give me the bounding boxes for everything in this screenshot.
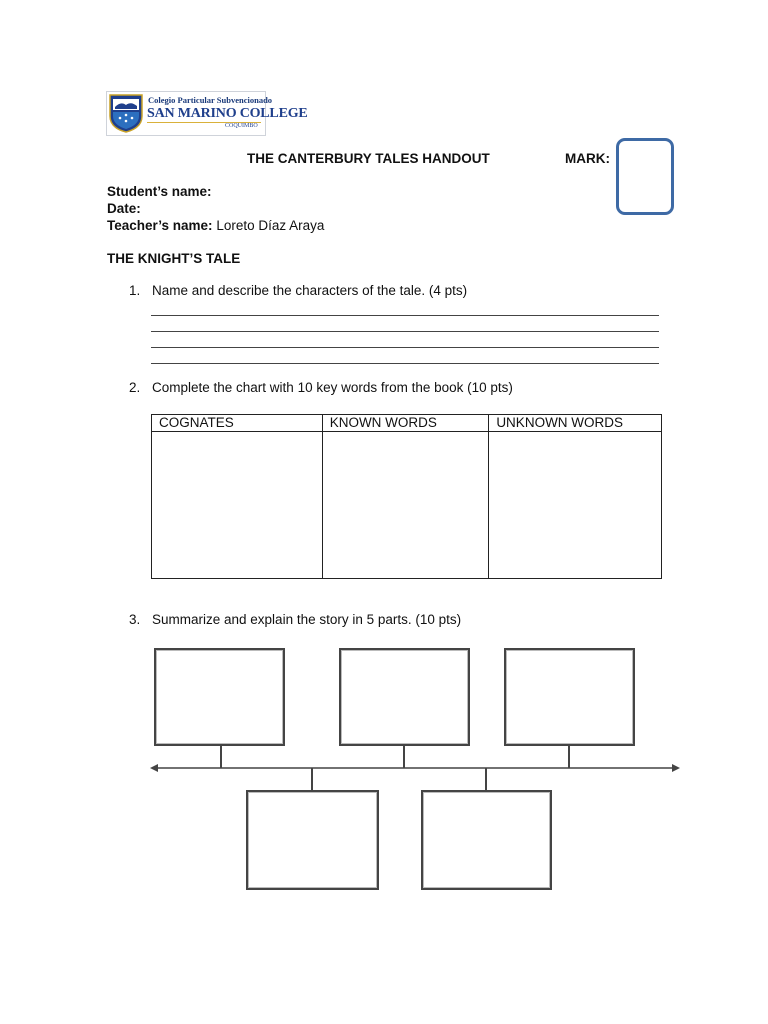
section-title: THE KNIGHT’S TALE — [107, 251, 241, 266]
key-words-chart — [151, 414, 662, 579]
question-1 — [129, 283, 629, 301]
story-part-2-box[interactable] — [339, 648, 470, 746]
question-text: Name and describe the characters of the tale. (4 pts) — [152, 283, 468, 298]
question-number: 2. — [129, 380, 141, 395]
answer-line[interactable] — [151, 363, 659, 364]
column-header-cognates: COGNATES — [152, 415, 323, 432]
chart-header-row — [152, 415, 662, 432]
answer-line[interactable] — [151, 331, 659, 332]
timeline-connector — [403, 746, 405, 768]
teacher-name-value: Loreto Díaz Araya — [212, 218, 325, 233]
timeline-axis — [150, 760, 680, 776]
school-logo — [106, 91, 308, 136]
question-3 — [129, 612, 629, 630]
teacher-name-label: Teacher’s name: — [107, 218, 213, 233]
question-text: Complete the chart with 10 key words from the book (10 pts) — [152, 380, 513, 395]
cognates-cell[interactable] — [152, 432, 323, 579]
story-part-1-box[interactable] — [154, 648, 285, 746]
timeline-connector — [220, 746, 222, 768]
page-title: THE CANTERBURY TALES HANDOUT — [247, 151, 490, 166]
timeline-connector — [568, 746, 570, 768]
question-text: Summarize and explain the story in 5 parts. (10 pts) — [152, 612, 462, 627]
column-header-known-words: KNOWN WORDS — [322, 415, 489, 432]
logo-subtitle: Colegio Particular Subvencionado — [148, 95, 273, 105]
question-2 — [129, 380, 629, 398]
logo-city: COQUIMBO — [225, 123, 258, 129]
unknown-words-cell[interactable] — [489, 432, 662, 579]
mark-box[interactable] — [616, 138, 674, 215]
student-name-label: Student’s name: — [107, 184, 212, 199]
story-part-5-box[interactable] — [421, 790, 552, 890]
question-number: 3. — [129, 612, 141, 627]
school-crest-icon — [109, 94, 143, 133]
logo-school-name: SAN MARINO COLLEGE — [147, 106, 308, 121]
story-part-3-box[interactable] — [504, 648, 635, 746]
date-field[interactable] — [107, 201, 141, 216]
answer-line[interactable] — [151, 347, 659, 348]
timeline-connector — [311, 768, 313, 790]
date-label: Date: — [107, 201, 141, 216]
story-part-4-box[interactable] — [246, 790, 379, 890]
answer-line[interactable] — [151, 315, 659, 316]
question-number: 1. — [129, 283, 141, 298]
teacher-name-field — [107, 218, 324, 233]
known-words-cell[interactable] — [322, 432, 489, 579]
column-header-unknown-words: UNKNOWN WORDS — [489, 415, 662, 432]
timeline-connector — [485, 768, 487, 790]
mark-label: MARK: — [565, 151, 610, 166]
chart-answer-row — [152, 432, 662, 579]
student-name-field[interactable] — [107, 184, 212, 199]
